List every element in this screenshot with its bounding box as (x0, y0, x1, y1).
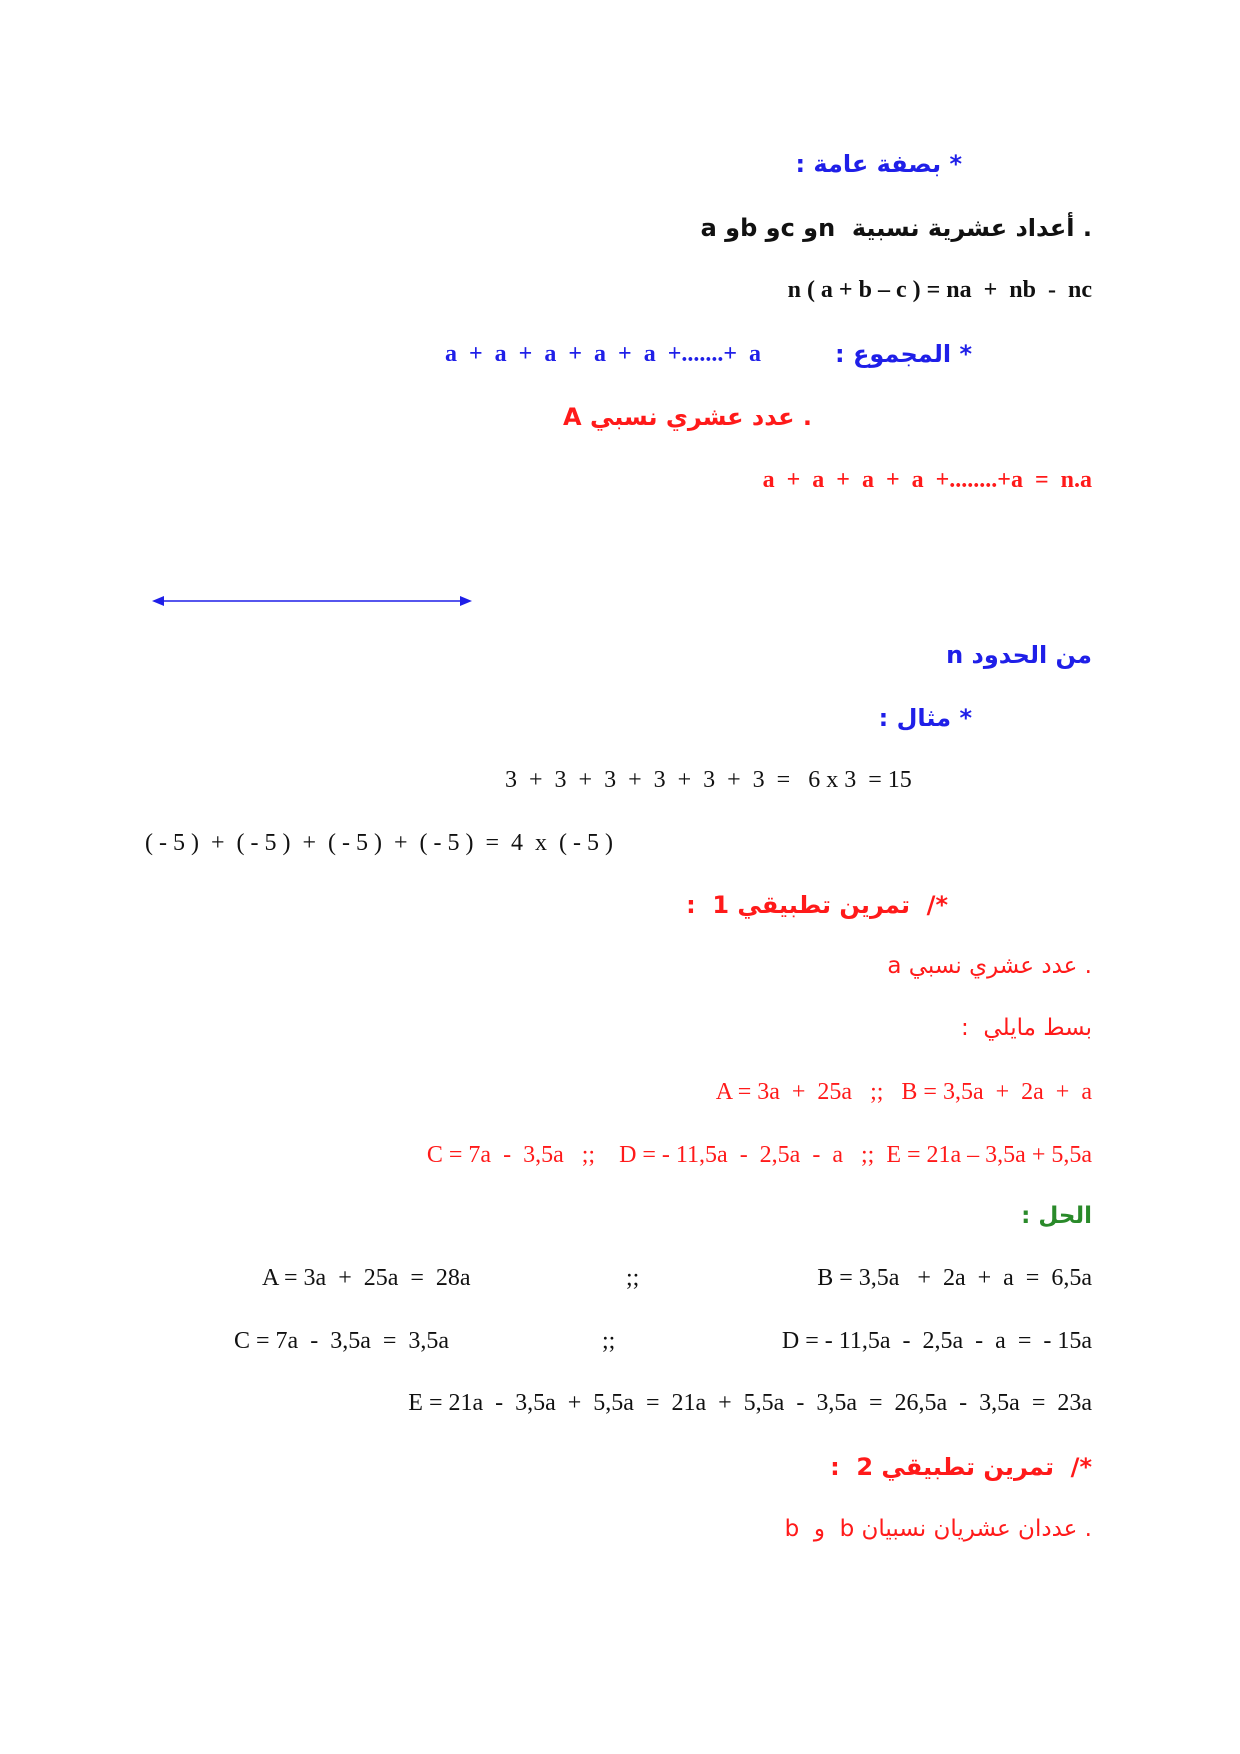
general-heading: * بصفة عامة : (795, 150, 962, 178)
sum-result: a + a + a + a +........+a = n.a (762, 467, 1092, 493)
general-formula: n ( a + b – c ) = na + nb - nc (787, 277, 1092, 303)
general-statement: a وb وc وn أعداد عشرية نسبية . (700, 214, 1092, 242)
solution-e: E = 21a - 3,5a + 5,5a = 21a + 5,5a - 3,5a = 26,5a - 3,5a = 23a (408, 1390, 1092, 1416)
exercise1-line-2: C = 7a - 3,5a ;; D = - 11,5a - 2,5a - a ;; E = 21a – 3,5a + 5,5a (426, 1142, 1092, 1168)
exercise2-heading: */ تمرين تطبيقي 2 : (830, 1453, 1092, 1481)
solution-separator-2: ;; (602, 1328, 616, 1354)
double-arrow-icon (152, 594, 472, 608)
solution-c: C = 7a - 3,5a = 3,5a (234, 1328, 450, 1354)
solution-a: A = 3a + 25a = 28a (262, 1265, 471, 1291)
solution-d: D = - 11,5a - 2,5a - a = - 15a (781, 1328, 1092, 1354)
example-line-2: ( - 5 ) + ( - 5 ) + ( - 5 ) + ( - 5 ) = 4 x ( - 5 ) (145, 830, 614, 856)
example-heading: * مثال : (878, 704, 972, 732)
exercise1-heading: */ تمرين تطبيقي 1 : (686, 891, 948, 919)
exercise2-statement: b و b عددان عشريان نسبيان . (784, 1516, 1092, 1542)
sum-expression: a + a + a + a + a +.......+ a (445, 341, 762, 367)
exercise1-statement: a عدد عشري نسبي . (887, 953, 1092, 979)
example-line-1: 3 + 3 + 3 + 3 + 3 + 3 = 6 x 3 = 15 (505, 767, 912, 793)
solution-heading: الحل : (1021, 1203, 1092, 1229)
exercise1-instruction: بسط مايلي : (961, 1015, 1092, 1041)
a-definition: A عدد عشري نسبي . (563, 403, 812, 431)
solution-separator-1: ;; (626, 1265, 640, 1291)
terms-label: n من الحدود (946, 641, 1092, 669)
exercise1-line-1: A = 3a + 25a ;; B = 3,5a + 2a + a (715, 1079, 1092, 1105)
sum-label: * المجموع : (834, 340, 972, 368)
solution-b: B = 3,5a + 2a + a = 6,5a (817, 1265, 1092, 1291)
